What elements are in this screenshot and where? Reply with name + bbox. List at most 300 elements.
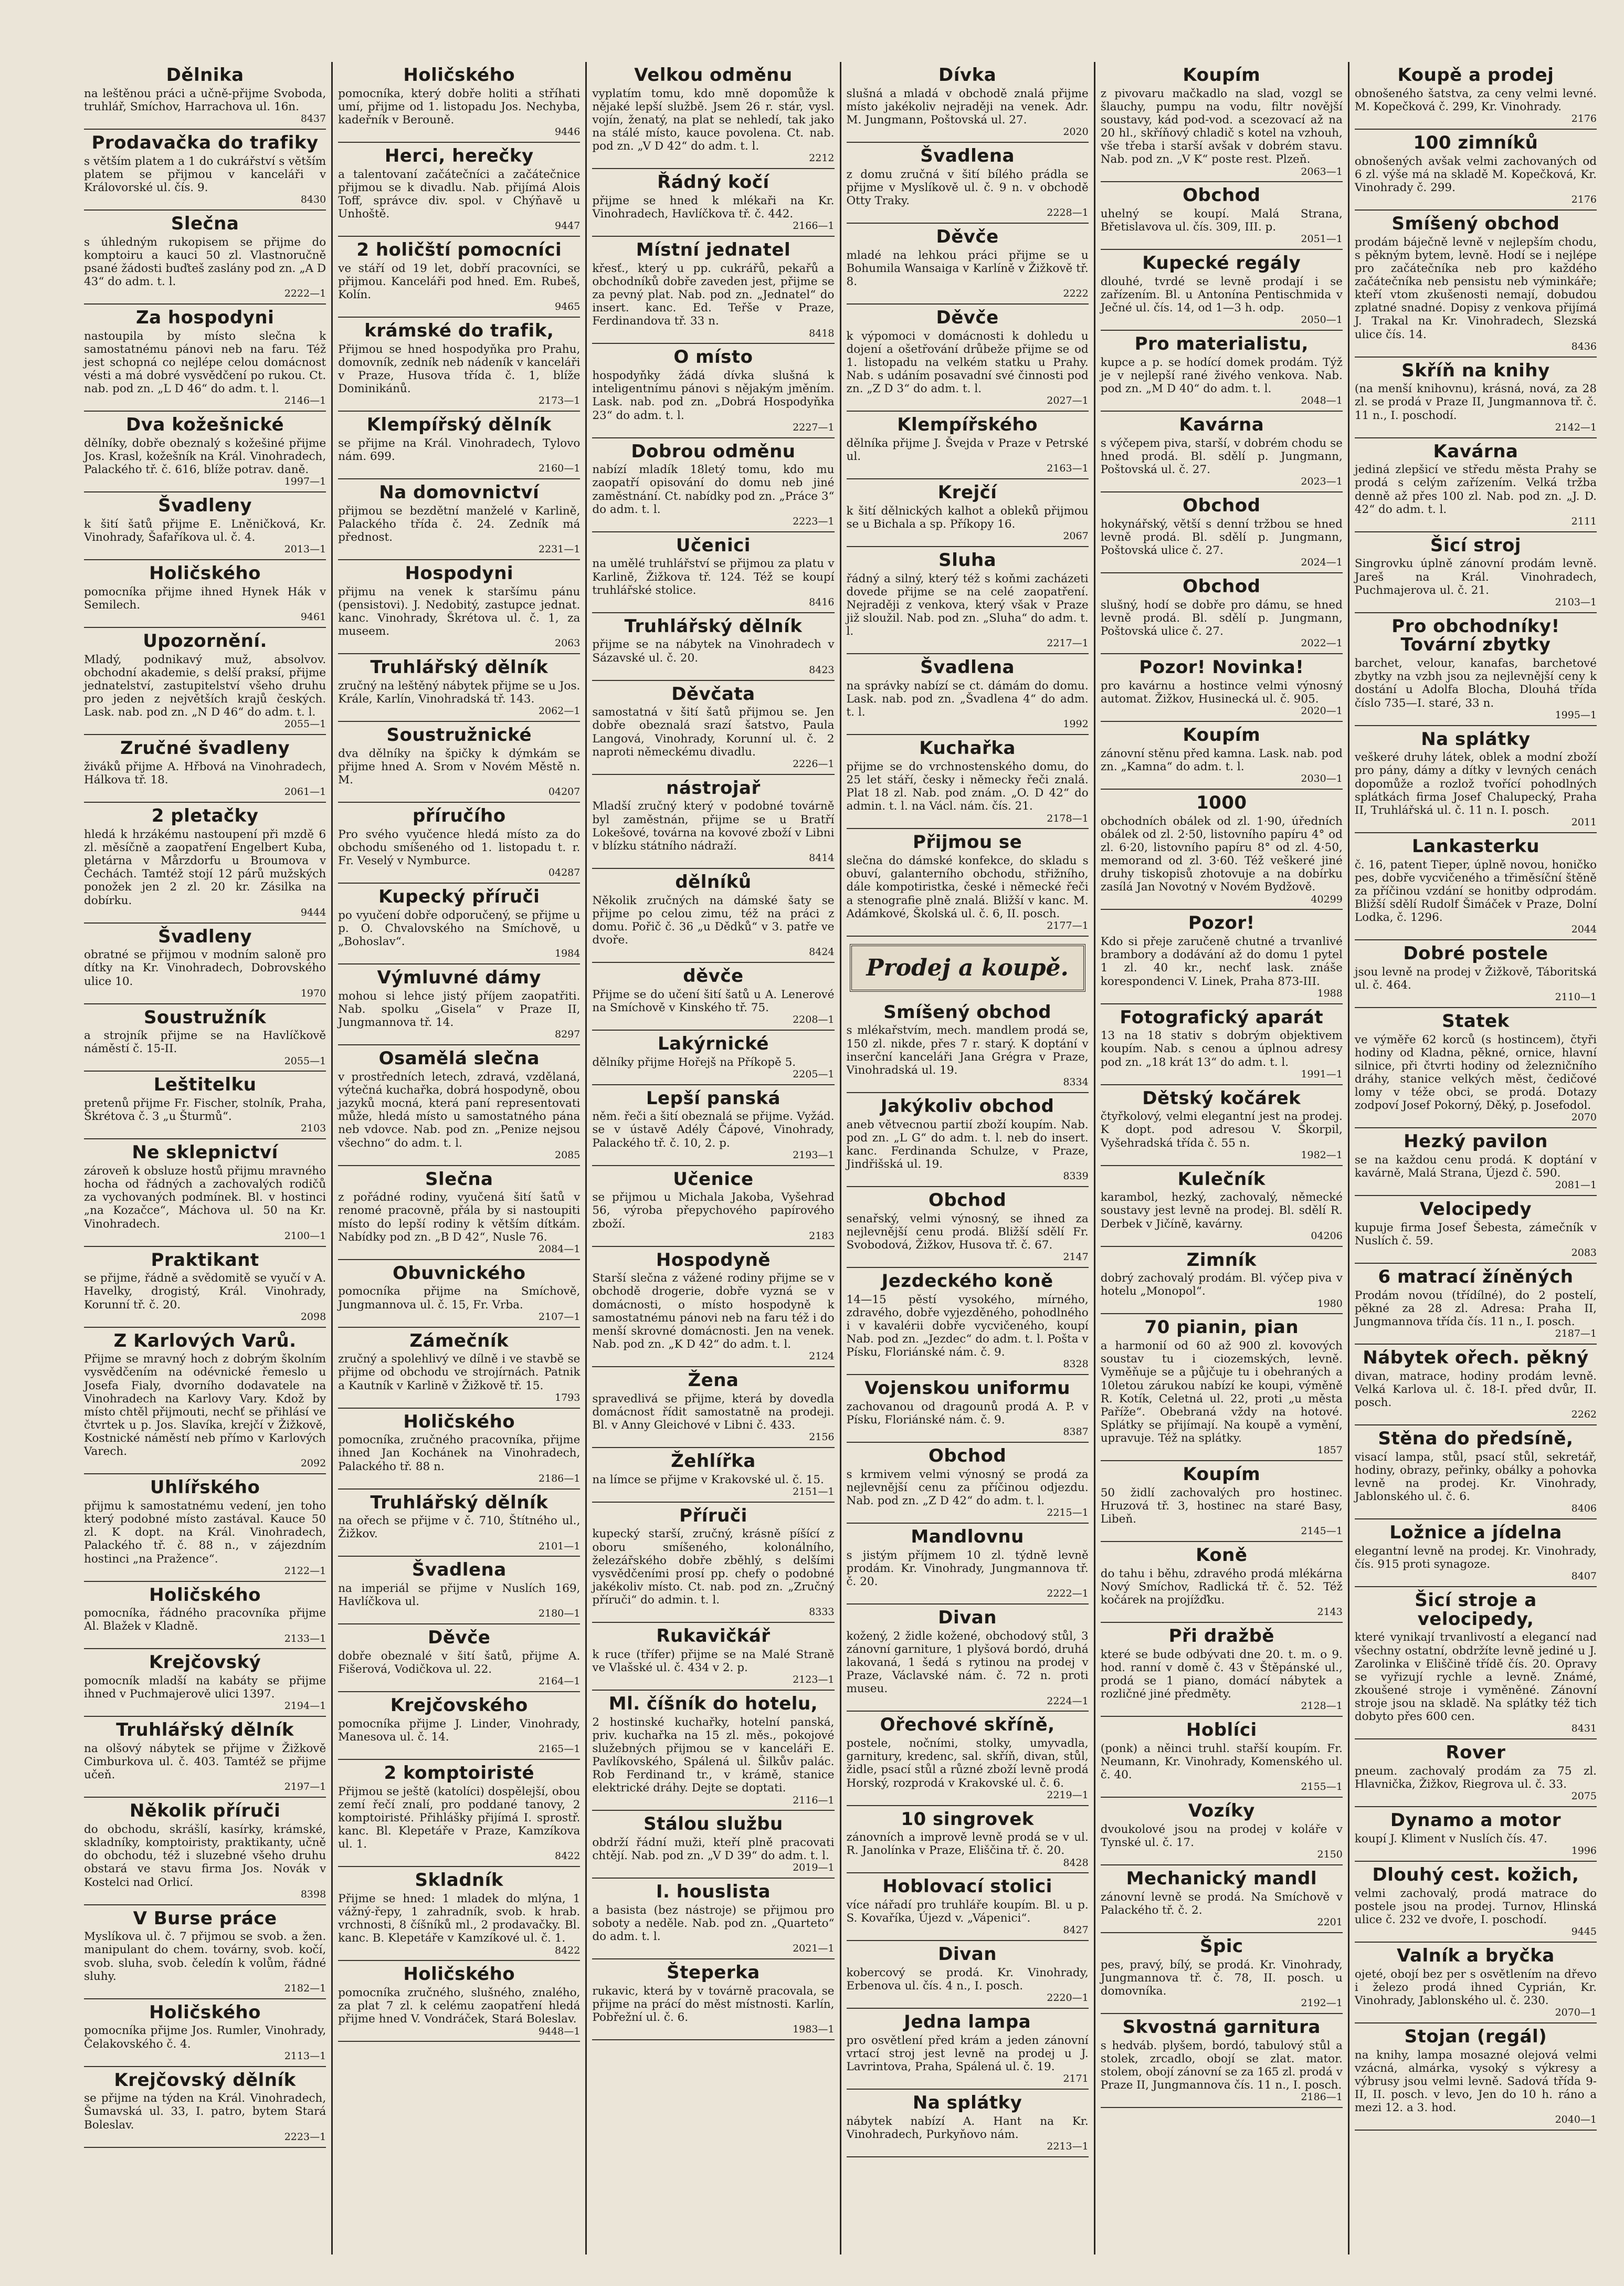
ad-heading: Skvostná garnitura [1122,2016,1321,2038]
ad-text: přijmu k samostatnému vedení, jen toho který podobné místo zastával. Kauce 50 zl. K dopt. na Král. Vinohradech, Palackého tř. č. 88 n., v zájezdním hostinci „na Pražence“. [84,1499,326,1566]
ad-text: dělníka přijme J. Švejda v Praze v Petrské ul. [846,436,1089,464]
column-6 [1349,62,1602,2254]
ad-reference-number: 1997—1 [284,476,326,488]
ad-heading: Slečna [171,213,239,234]
classified-ad [847,143,1089,224]
ad-reference-number: 2075 [1571,1790,1597,1802]
ad-text: na olšový nábytek se přijme v Žižkově Cimburkova ul. č. 403. Tamtéž se přijme učeň. [84,1742,326,1782]
ad-reference-number: 2180—1 [538,1608,581,1620]
ad-heading: 6 matrací žíněných [1378,1266,1574,1288]
ad-heading: Vozíky [1188,1800,1255,1822]
ad-text: na knihy, lampa mosazné olejová velmi vzácná, almárka, vysoký s výkresy a výbrusy jsou velmi levně. Sadová třída 9-II, II. posch. v levo, Jen do 10 h. ráno a mezi 12. a 3. hod. [1354,2048,1597,2115]
ad-reference-number: 1992 [1063,718,1089,730]
ad-text: a harmonií od 60 až 900 zl. kovových soustav tu i ciozemských, levně. Vyměňuje se a půjčuje tu i obehraných a 10letou zárukou nabízí ke koupi, výměně R. Kotík, Celetná ul. 22, proti „u města Paříže“. Obebraná vždy na hotové. Splátky se přijímají. Na koupě a vymění, upravuje. Též na splátky. [1100,1339,1343,1445]
classified-ad [592,1623,834,1691]
ad-text: a basista (bez nástroje) se přijmou pro soboty a neděle. Nab. pod zn. „Quarteto“ do adm. t. l. [592,1903,835,1944]
column-3 [587,62,841,2254]
ad-text: s mlékařstvím, mech. mandlem prodá se, 150 zl. nikde, přes 7 r. starý. K doptání v inserční kanceláři Jana Grégra v Praze, Vinohradská ul. 19. [846,1024,1089,1077]
classified-ad [592,1691,834,1811]
ad-heading: dělníků [675,871,752,893]
ad-text: se přijme na Král. Vinohradech, Tylovo nám. 699. [338,436,581,464]
classified-ad [1355,613,1597,726]
ad-text: Prodám novou (třídílné), do 2 postelí, pěkné za 28 zl. Adresa: Praha II, Jungmannova třída čís. 11 n., I. posch. [1354,1288,1597,1329]
ad-text: čtyřkolový, velmi elegantní jest na prodej. K dopt. pod adresou V. Škorpil, Vyšehradská třída č. 55 n. [1100,1110,1343,1150]
ad-text: něm. řeči a šití obeznalá se přijme. Vyžád. se v ústavě Adély Čápové, Vinohrady, Palackého tř. č. 10, 2. p. [592,1110,835,1150]
ad-heading: Krejčí [937,482,997,504]
ad-reference-number: 2226—1 [793,758,835,770]
ad-text: z domu zručná v šití bílého prádla se přijme v Myslíkově ul. č. 9 n. v obchodě Otty Traky. [846,167,1089,207]
ad-text: barchet, velour, kanafas, barchetové zbytky na vzbh jsou za nejlevnější ceny k dostání u Adolfa Blocha, Dlouhá třída číslo 735—I. staré, 33 n. [1354,657,1597,710]
ad-text: pretenů přijme Fr. Fischer, stolník, Praha, Škrétova č. 3 „u Šturmů“. [84,1097,326,1124]
ad-text: veškeré druhy látek, oblek a modní zboží pro pány, dámy a dítky v levných cenách dopomůže a rozlož tvořící pohodlných splátkách firma Josef Chalupecký, Praha II, Truhlářská ul. č. 11 n. I. posch. [1354,751,1597,817]
ad-text: slušný, hodí se dobře pro dámu, se hned levně prodá. Bl. sdělí p. Jungmann, Poštovská ulice č. 27. [1100,598,1343,638]
classified-ad [84,1247,326,1328]
classified-ad [338,412,580,479]
ad-heading: Koupím [1183,725,1261,746]
ad-reference-number: 1996 [1571,1845,1597,1857]
ad-text: k šití šatů přijme E. Lněničková, Kr. Vinohrady, Šafaříkova ul. č. 4. [84,517,326,544]
ad-text: velmi zachovalý, prodá matrace do postele jsou na prodej. Turnov, Hlinská ulice č. 232 ve dvoře, I. poschodí. [1354,1886,1597,1926]
ad-reference-number: 2019—1 [793,1862,835,1874]
classified-ad [84,1905,326,1999]
ad-heading: nástrojař [666,777,761,799]
ad-heading: Truhlářský dělník [370,1492,549,1513]
ad-heading: Při dražbě [1168,1626,1274,1647]
ad-heading: Obuvnického [393,1262,526,1284]
ad-heading: Špic [1199,1935,1243,1957]
classified-ad [1101,654,1343,722]
ad-heading: děvče [683,965,744,987]
classified-ad [338,1867,580,1961]
classified-ad [1101,1166,1343,1247]
ad-text: Několik zručných na dámské šaty se přijme po celou zimu, též na práci z domu. Pořič č. 36 „u Dědků“ v 3. patře ve dvoře. [592,894,835,947]
ad-reference-number: 8430 [300,193,326,205]
classified-ad [592,344,834,438]
ad-reference-number: 2044 [1571,924,1597,936]
ad-reference-number: 2145—1 [1301,1525,1343,1537]
ad-text: divan, matrace, hodiny prodám levně. Velká Karlova ul. č. 18-I. před dvůr, II. posch. [1354,1369,1597,1410]
ad-text: ve stáří od 19 let, dobří pracovníci, se přijmou. Kanceláři pod hned. Em. Rubeš, Kolín. [338,261,581,302]
classified-ad [1101,790,1343,910]
ad-reference-number: 2103—1 [1555,596,1597,608]
ad-text: 50 židlí zachovalých pro hostinec. Hruzová tř. 3, hostinec na staré Basy, Libeň. [1100,1486,1343,1526]
ad-text: živáků přijme A. Hřbová na Vinohradech, Hálkova tř. 18. [84,760,326,787]
ad-heading: Žena [688,1369,739,1391]
ad-text: 14—15 pěstí vysokého, mírného, zdravého, dobře vyjezděného, pohodlného i v kavalérii dobře vycvičeného, koupí Nab. pod zn. „Jezdec“ do adm. t. l. Pošta v Písku, Floriánské nám. č. 9. [846,1293,1089,1359]
ad-heading: Šteperka [667,1962,760,1984]
ad-text: koupí J. Kliment v Nuslích čís. 47. [1354,1832,1547,1845]
ad-reference-number: 2222 [1063,288,1089,300]
ad-reference-number: 2219—1 [1047,1789,1089,1801]
classified-ad [338,1490,580,1557]
ad-reference-number: 04287 [548,867,581,879]
classified-ad [592,1085,834,1166]
ad-reference-number: 8407 [1571,1570,1597,1582]
ad-text: které se bude odbývati dne 20. t. m. o 9. hod. ranní v domě č. 43 v Štěpánské ul., prodá se 1 piano, domácí nábytek a rozličné jiné předměty. [1100,1648,1343,1701]
ad-reference-number: 2220—1 [1047,1992,1089,2004]
ad-reference-number: 1983—1 [793,2023,835,2036]
column-5 [1095,62,1349,2254]
ad-text: křesť., který u pp. cukrářů, pekařů a obchodníků dobře zaveden jest, přijme se za pevný plat. Nab. pod zn. „Jednatel“ do insert. kanc. Ed. Teřše v Praze, Ferdinandova tř. 33 n. [592,261,835,328]
ad-heading: krámské do trafik, [364,320,554,342]
ad-heading: 2 holičští pomocníci [356,239,562,261]
classified-ad [1101,1865,1343,1933]
ad-heading: Příruči [679,1505,747,1526]
classified-ad [1355,1425,1597,1519]
ad-text: Přijme se mravný hoch z dobrým školním vysvědčením na odévnické řemeslo u Josefa Fialy, dvorního dodavatele na Vinohradech na Karlovy Vary. Kdož by místo chtěl přijmouti, nechť se přihlásí ve čtvrtek u p. Jos. Slavíka, krejčí v Žižkově, Kostnické náměstí neb přímo v Karlových Varech. [84,1352,326,1459]
ad-text: nábytek nabízí A. Hant na Kr. Vinohradech, Purkyňovo nám. [846,2114,1089,2141]
ad-text: rukavic, která by v továrně pracovala, se přijme na prácí do měst místnosti. Karlín, Pobřežní ul. č. 6. [592,1984,835,2025]
ad-reference-number: 2151—1 [793,1485,835,1497]
ad-reference-number: 1984 [554,948,581,960]
classified-ad [1355,1943,1597,2023]
ad-reference-number: 2208—1 [793,1013,835,1025]
classified-ad [847,1443,1089,1524]
ad-heading: Na splátky [1421,728,1531,750]
classified-ad [592,1166,834,1247]
ad-text: slušná a mladá v obchodě znalá přijme místo jakékoliv nejraději na venek. Adr. M. Jungmann, Poštovská ul. 27. [846,87,1089,127]
ad-reference-number: 2231—1 [538,543,581,555]
ad-reference-number: 9446 [554,126,581,138]
classified-ad [1355,358,1597,438]
ad-heading: Stojan (regál) [1404,2026,1547,2047]
ad-reference-number: 2024—1 [1301,557,1343,569]
ad-reference-number: 2122—1 [284,1565,326,1577]
ad-heading: Truhlářský dělník [370,657,549,678]
ad-heading: Koupě a prodej [1397,65,1554,86]
ad-heading: Místní jednatel [636,239,791,261]
ad-heading: Holičského [403,1964,515,1985]
classified-ad [1355,532,1597,613]
ad-heading: Dětský kočárek [1142,1087,1301,1109]
classified-ad [847,735,1089,829]
ad-text: pomocníka přijme na Smíchově, Jungmannova ul. č. 15, Fr. Vrba. [338,1285,581,1312]
ad-text: pomocníka přijme ihned Hynek Hák v Semilech. [84,585,326,612]
ad-reference-number: 8333 [809,1606,835,1618]
classified-ad [847,1268,1089,1375]
ad-heading: O místo [673,347,753,368]
ad-reference-number: 2110—1 [1555,991,1597,1003]
ad-heading: Ořechové skříně, [880,1714,1055,1736]
ad-text: nabízí mladík 18letý tomu, kdo mu zaopatří opisování do domu neb jiné zaměstnání. Ct. nabídky pod zn. „Práce 3“ do adm. t. l. [592,463,835,516]
ad-text: dva dělníky na špičky k dýmkám se přijme hned A. Srom v Novém Městě n. M. [338,747,581,787]
ad-heading: Holičského [403,1411,515,1432]
ad-text: na imperiál se přijme v Nuslích 169, Havlíčkova ul. [338,1582,581,1609]
ad-text: kožený, 2 židle kožené, obchodový stůl, 3 zánovní garniture, 1 plyšová bordó, druhá lakovaná, 1 šedá s rytinou na prodej v Praze, Václavské nám. č. 72 n. proti museu. [846,1629,1089,1696]
ad-heading: Fotografický aparát [1120,1006,1324,1028]
classified-ad [1355,1587,1597,1739]
ad-reference-number: 2084—1 [538,1243,581,1255]
classified-ad [592,681,834,775]
ad-text: s jistým příjmem 10 zl. týdně levně prodám. Kr. Vinohrady, Jungmannova tř. č. 20. [846,1548,1089,1589]
classified-ad [84,1649,326,1717]
ad-heading: Zámečník [409,1330,509,1351]
ad-heading: Dobrou odměnu [631,441,796,462]
classified-ad [338,1260,580,1328]
ad-heading: Pro materialistu, [1134,333,1309,355]
ad-text: zánovních a imprově levně prodá se v ul. R. Janolínka v Praze, Eliščina tř. č. 20. [846,1831,1089,1858]
ad-reference-number: 2062—1 [538,705,581,717]
classified-ad [84,211,326,305]
classified-ad [1355,1196,1597,1264]
classified-ad [847,829,1089,936]
ad-heading: Švadleny [158,926,252,947]
ad-reference-number: 8334 [1063,1076,1089,1088]
ad-heading: Hoblíci [1186,1719,1257,1741]
ad-text: na leštěnou práci a učně-přijme Svoboda, truhlář, Smíchov, Harrachova ul. 16n. [84,87,326,113]
ad-text: pomocník mladší na kabáty se přijme ihned v Puchmajerově ulici 1397. [84,1674,326,1701]
classified-ad [338,884,580,964]
ad-text: jsou levně na prodej v Žižkově, Táboritská ul. č. 464. [1354,965,1597,992]
ad-text: k šití dělnických kalhot a obleků přijmou se u Bichala a sp. Příkopy 16. [846,504,1089,531]
ad-text: obnošených avšak velmi zachovaných od 6 zl. výše má na skladě M. Kopečková, Kr. Vinohrady č. 299. [1354,154,1597,194]
classified-ad [338,237,580,318]
ad-heading: Ne sklepnictví [132,1142,278,1163]
ad-reference-number: 2262 [1571,1409,1597,1421]
ad-heading: Pro obchodníky! Tovární zbytky [1391,615,1560,656]
ad-heading: Švadlena [920,145,1015,166]
classified-ad [338,1409,580,1490]
ad-text: Přijme se hned: 1 mladek do mlýna, 1 vážný-řepy, 1 zahradník, svob. k hrab. vrchnosti, 8 číšníků ml., 2 prodavačky. Bl. kanc. B. Klepetáře v Kamzíkové ul. č. 1. [338,1892,581,1945]
classified-ad [338,803,580,884]
ad-text: elegantní levně na prodej. Kr. Vinohrady, čís. 915 proti synagoze. [1354,1544,1597,1571]
section-banner: Prodej a koupě. [850,944,1085,992]
ad-reference-number: 2013—1 [284,543,326,555]
classified-ad [847,305,1089,412]
ad-reference-number: 9461 [300,611,326,623]
ad-reference-number: 2050—1 [1301,314,1343,326]
ad-text: pes, pravý, bílý, se prodá. Kr. Vinohrady, Jungmannova tř. č. 78, II. posch. u domovníka. [1100,1958,1343,1998]
ad-reference-number: 2146—1 [284,395,326,407]
ad-text: karambol, hezký, zachovalý, německé soustavy jest levně na prodej. Bl. sdělí R. Derbek v Jičíně, kavárny. [1100,1191,1343,1231]
classified-ad [338,1692,580,1760]
classified-ad [847,412,1089,479]
ad-text: pomocníka, řádného pracovníka přijme Al. Blažek v Kladně. [84,1607,326,1633]
classified-ad [592,1247,834,1367]
ad-text: k ruce (třífer) přijme se na Malé Straně ve Vlašské ul. č. 434 v 2. p. [592,1648,835,1674]
ad-heading: Statek [1442,1010,1510,1032]
classified-ad [592,1367,834,1448]
ad-heading: Švadlena [412,1559,507,1581]
ad-text: Starší slečna z vážené rodiny přijme se v obchodě drogerie, dobře vyzná se v domácnosti, o místo hospodyně k samostatnému pánovi neb na faru též i do menší skrovné domácnosti. Jen na venek. Nab. pod zn. „K D 42“ do adm. t. l. [592,1272,835,1351]
classified-ad [1101,1542,1343,1623]
ad-heading: Děvče [936,307,999,328]
ad-reference-number: 2067 [1063,530,1089,542]
ad-reference-number: 2124 [809,1350,835,1362]
ad-reference-number: 2164—1 [538,1675,581,1687]
ad-text: Singrovku úplně zánovní prodám levně. Jareš na Král. Vinohradech, Puchmajerova ul. č. 21. [1354,557,1597,597]
ad-reference-number: 2147 [1063,1251,1089,1263]
classified-ad [1355,211,1597,358]
ad-reference-number: 2223—1 [284,2131,326,2143]
classified-ad [338,62,580,143]
ad-text: zachovanou od dragounů prodá A. P. v Písku, Floriánské nám. č. 9. [846,1400,1089,1427]
ad-reference-number: 2020—1 [1301,705,1343,717]
classified-ad [592,1031,834,1085]
ad-heading: Dělnika [166,65,244,86]
ad-reference-number: 2222—1 [1047,1588,1089,1600]
classified-ad [84,130,326,211]
classified-ad [1355,1739,1597,1807]
ad-reference-number: 2128—1 [1301,1700,1343,1712]
classified-ad [592,963,834,1031]
ad-heading: Koupím [1183,1464,1261,1485]
classified-ad [338,1328,580,1409]
ad-heading: Holičského [149,563,261,584]
classified-ad [847,1605,1089,1712]
ad-heading: Za hospodyni [135,307,275,328]
ad-reference-number: 2224—1 [1047,1695,1089,1707]
classified-ad [592,1811,834,1879]
ad-text: pneum. zachovalý prodám za 75 zl. Hlavnička, Žižkov, Riegrova ul. č. 33. [1354,1765,1597,1791]
ad-heading: Jezdeckého koně [881,1270,1053,1292]
ad-reference-number: 2113—1 [284,2050,326,2062]
classified-ad [84,628,326,735]
ad-text: Mladý, podnikavý muž, absolvov. obchodní akademie, s delší praksí, přijme jednatelství, zastupitelství všeho druhu pro jeden z největších krajů českých. Lask. nab. pod zn. „N D 46“ do adm. t. l. [84,653,326,719]
classified-ad [1101,573,1343,654]
ad-text: 13 na 18 stativ s dobrým objektivem koupím. Nab. s cenou a úplnou adresy pod zn. „18 krát 13“ do adm. t. l. [1100,1029,1343,1069]
ad-reference-number: 9445 [1571,1926,1597,1938]
classified-ad [592,169,834,237]
ad-text: na ořech se přijme v č. 710, Štítného ul., Žižkov. [338,1514,581,1541]
ad-heading: Obchod [1183,576,1261,597]
ad-reference-number: 8398 [300,1888,326,1900]
ad-heading: Prodavačka do trafiky [91,132,319,153]
ad-heading: Klempířského [897,414,1038,436]
classified-ad [1101,2014,1343,2108]
ad-heading: Dva kožešnické [126,414,284,436]
ad-text: slečna do dámské konfekce, do skladu s obuví, galanterního obchodu, střižního, dále kompotiristka, české i německé řeči a stenografie plně znalá. Bližší v kanc. M. Adámkové, Školská ul. č. 6, II. posch. [846,854,1089,920]
classified-ad [1355,1345,1597,1425]
classified-ad [84,924,326,1004]
ad-reference-number: 2098 [300,1310,326,1323]
ad-heading: Rover [1446,1742,1506,1764]
ad-text: z pivovaru mačkadlo na slad, vozgl se šlauchy, pumpu na vodu, filtr novější soustavy, kád pod-vod. a scezovací až na 20 hl., skříňový chladič s kotel na vzhouh, vše třeba i starší avšak v dobrém stavu. Nab. pod zn. „V K“ poste rest. Plzeň. [1100,87,1343,166]
ad-text: a talentovaní začátečníci a začátečnice přijmou se k divadlu. Nab. přijímá Alois Toff, správce div. spol. v Chýňavě u Unhoště. [338,167,581,221]
ad-text: pomocníka zručného, slušného, znalého, za plat 7 zl. k celému zaopatření hledá přijme hned V. Vondráček, Stará Boleslav. [338,1986,581,2026]
ad-text: ve výměře 62 korců (s hostincem), čtyři hodiny od Kladna, pěkné, ornice, hlavní silnice, při čtvrti hodiny od železničního dráhy, stanice velkých měst, čedičové lomy v téže obci, se prodá. Dotazy zodpoví Josef Pokorný, Děký, p. Josefodol. [1354,1033,1597,1113]
ad-text: kupce a p. se hodící domek prodám. Týž je v nejlepší rané živého venkova. Nab. pod zn. „M D 40“ do adm. t. l. [1100,355,1343,396]
ad-heading: V Burse práce [133,1907,277,1929]
classified-ad [338,143,580,237]
ad-heading: Skříň na knihy [1401,360,1550,381]
classified-ad [338,654,580,722]
ad-heading: Hezký pavilon [1404,1131,1548,1152]
ad-reference-number: 2011 [1571,816,1597,828]
classified-ad [847,1375,1089,1443]
ad-heading: 1000 [1196,792,1247,813]
ad-heading: Kupecké regály [1142,253,1301,274]
ad-text: obnošeného šatstva, za ceny velmi levné. M. Kopečková č. 299, Kr. Vinohrady. [1354,87,1597,113]
ad-heading: Z Karlových Varů. [113,1330,297,1351]
classified-ad [1101,250,1343,331]
ad-heading: Herci, herečky [384,145,534,166]
classified-ad [592,1879,834,1959]
classified-ad [592,438,834,532]
ad-text: mohou si lehce jistý příjem zaopatřiti. Nab. spolku „Gisela“ v Praze II, Jungmannova tř. 14. [338,989,581,1030]
classified-ad [1355,62,1597,130]
ad-heading: Ložnice a jídelna [1389,1522,1562,1544]
ad-text: do tahu i běhu, zdravého prodá mlékárna Nový Smíchov, Radlická tř. č. 52. Též kočárek na projížďku. [1100,1567,1343,1607]
classified-ad [592,1959,834,2040]
classified-ad [592,613,834,681]
ad-reference-number: 2165—1 [538,1743,581,1755]
ad-text: se na každou cenu prodá. K doptání v kavárně, Malá Strana, Újezd č. 590. [1354,1154,1597,1180]
ad-text: hokynářský, větší s denní tržbou se hned levně prodá. Bl. sdělí p. Jungmann, Poštovská ulice č. 27. [1100,517,1343,558]
ad-heading: Praktikant [151,1249,259,1271]
classified-ad [338,1624,580,1692]
ad-text: Kdo si přeje zaručeně chutné a trvanlivé brambory a dodávání až do domu 1 pytel 1 zl. 40 kr., nechť lask. znáše korespondenci V. Linek, Praha 873-III. [1100,935,1343,988]
ad-text: Mladší zručný který v podobné továrně byl zaměstnán, přijme se u Bratří Lokešové, továrna na kovové zboží v Libni v blízku státního nádraží. [592,800,835,853]
ad-heading: Velkou odměnu [634,65,793,86]
ad-text: Pro svého vyučence hledá místo za do obchodu smíšeného od 1. listopadu t. r. Fr. Veselý v Nymburce. [338,827,581,868]
ad-reference-number: 9448—1 [538,2025,581,2037]
ad-text: pomocníka, zručného pracovníka, přijme ihned Jan Kochánek na Vinohradech, Palackého tř. 88 n. [338,1433,581,1473]
ad-reference-number: 2223—1 [793,515,835,527]
ad-text: na správky nabízí se ct. dámám do domu. Lask. nab. pod zn. „Švadlena 4“ do adm. t. l. [846,679,1089,719]
ad-reference-number: 2081—1 [1555,1179,1597,1191]
ad-text: přijme se hned k mlékaři na Kr. Vinohradech, Havlíčkova tř. č. 442. [592,194,835,221]
ad-text: dělníky, dobře obeznalý s kožešiné přijme Jos. Krasl, kožešník na Král. Vinohradech, Palackého tř. č. 616, blíže potrav. daně. [84,436,326,477]
classified-ad [84,305,326,412]
ad-heading: Kupecký příruči [378,886,540,908]
ad-heading: Hoblovací stolici [882,1876,1052,1897]
ad-reference-number: 1857 [1317,1444,1343,1456]
classified-ad [338,1961,580,2042]
ad-text: se přijme, řádně a svědomitě se vyučí v A. Havelky, drogistý, Král. Vinohrady, Korunní tř. č. 20. [84,1272,326,1312]
ad-heading: Výmluvné dámy [377,967,541,989]
ad-heading: Zimník [1186,1249,1257,1271]
classified-ad [84,1717,326,1798]
ad-reference-number: 2215—1 [1047,1507,1089,1519]
ad-text: dvoukolové jsou na prodej v koláře v Tynské ul. č. 17. [1100,1822,1343,1850]
classified-ad [847,2009,1089,2090]
classified-ad [847,547,1089,654]
ad-heading: Děvče [428,1627,491,1649]
classified-ad [84,1582,326,1650]
ad-heading: Rukavičkář [656,1626,771,1647]
ad-text: kobercový se prodá. Kr. Vinohrady, Erbenova ul. čís. 4 n., I. posch. [846,1966,1089,1993]
ad-heading: Smíšený obchod [1391,213,1560,234]
classified-ad [84,2067,326,2148]
ad-reference-number: 2178—1 [1047,812,1089,824]
classified-ad [1355,1519,1597,1587]
ad-text: 2 hostinské kuchařky, hotelní panská, priv. kuchařka na 15 zl. měs., pokojové služebných přijmou se v kanceláři E. Pavlíkovského, Spálená ul. Šilkův palác. Rob Ferdinand tr., v krámě, stanice elektrické dráhy. Dejte se doptati. [592,1715,835,1795]
ad-reference-number: 2107—1 [538,1310,581,1323]
classified-ad [1101,62,1343,182]
classified-ad [1101,182,1343,250]
ad-reference-number: 2222—1 [284,288,326,300]
ad-reference-number: 2030—1 [1301,773,1343,785]
ad-reference-number: 2101—1 [538,1540,581,1552]
classified-ad [1101,492,1343,573]
ad-reference-number: 2063 [554,637,581,649]
ad-reference-number: 1980 [1317,1297,1343,1309]
ad-heading: Krejčovského [390,1695,528,1716]
classified-ad [1355,2023,1597,2131]
classified-ad [1101,1798,1343,1865]
ad-heading: Děvčata [671,683,755,705]
ad-reference-number: 8427 [1063,1924,1089,1936]
ad-reference-number: 2022—1 [1301,637,1343,649]
ad-heading: Vojenskou uniformu [864,1378,1070,1399]
ad-reference-number: 2020 [1063,126,1089,138]
ad-heading: Obchod [1183,495,1261,517]
ad-reference-number: 8414 [809,852,835,864]
ad-heading: 10 singrovek [901,1808,1034,1830]
ad-heading: Dobré postele [1403,943,1548,964]
ad-heading: Holičského [403,65,515,86]
